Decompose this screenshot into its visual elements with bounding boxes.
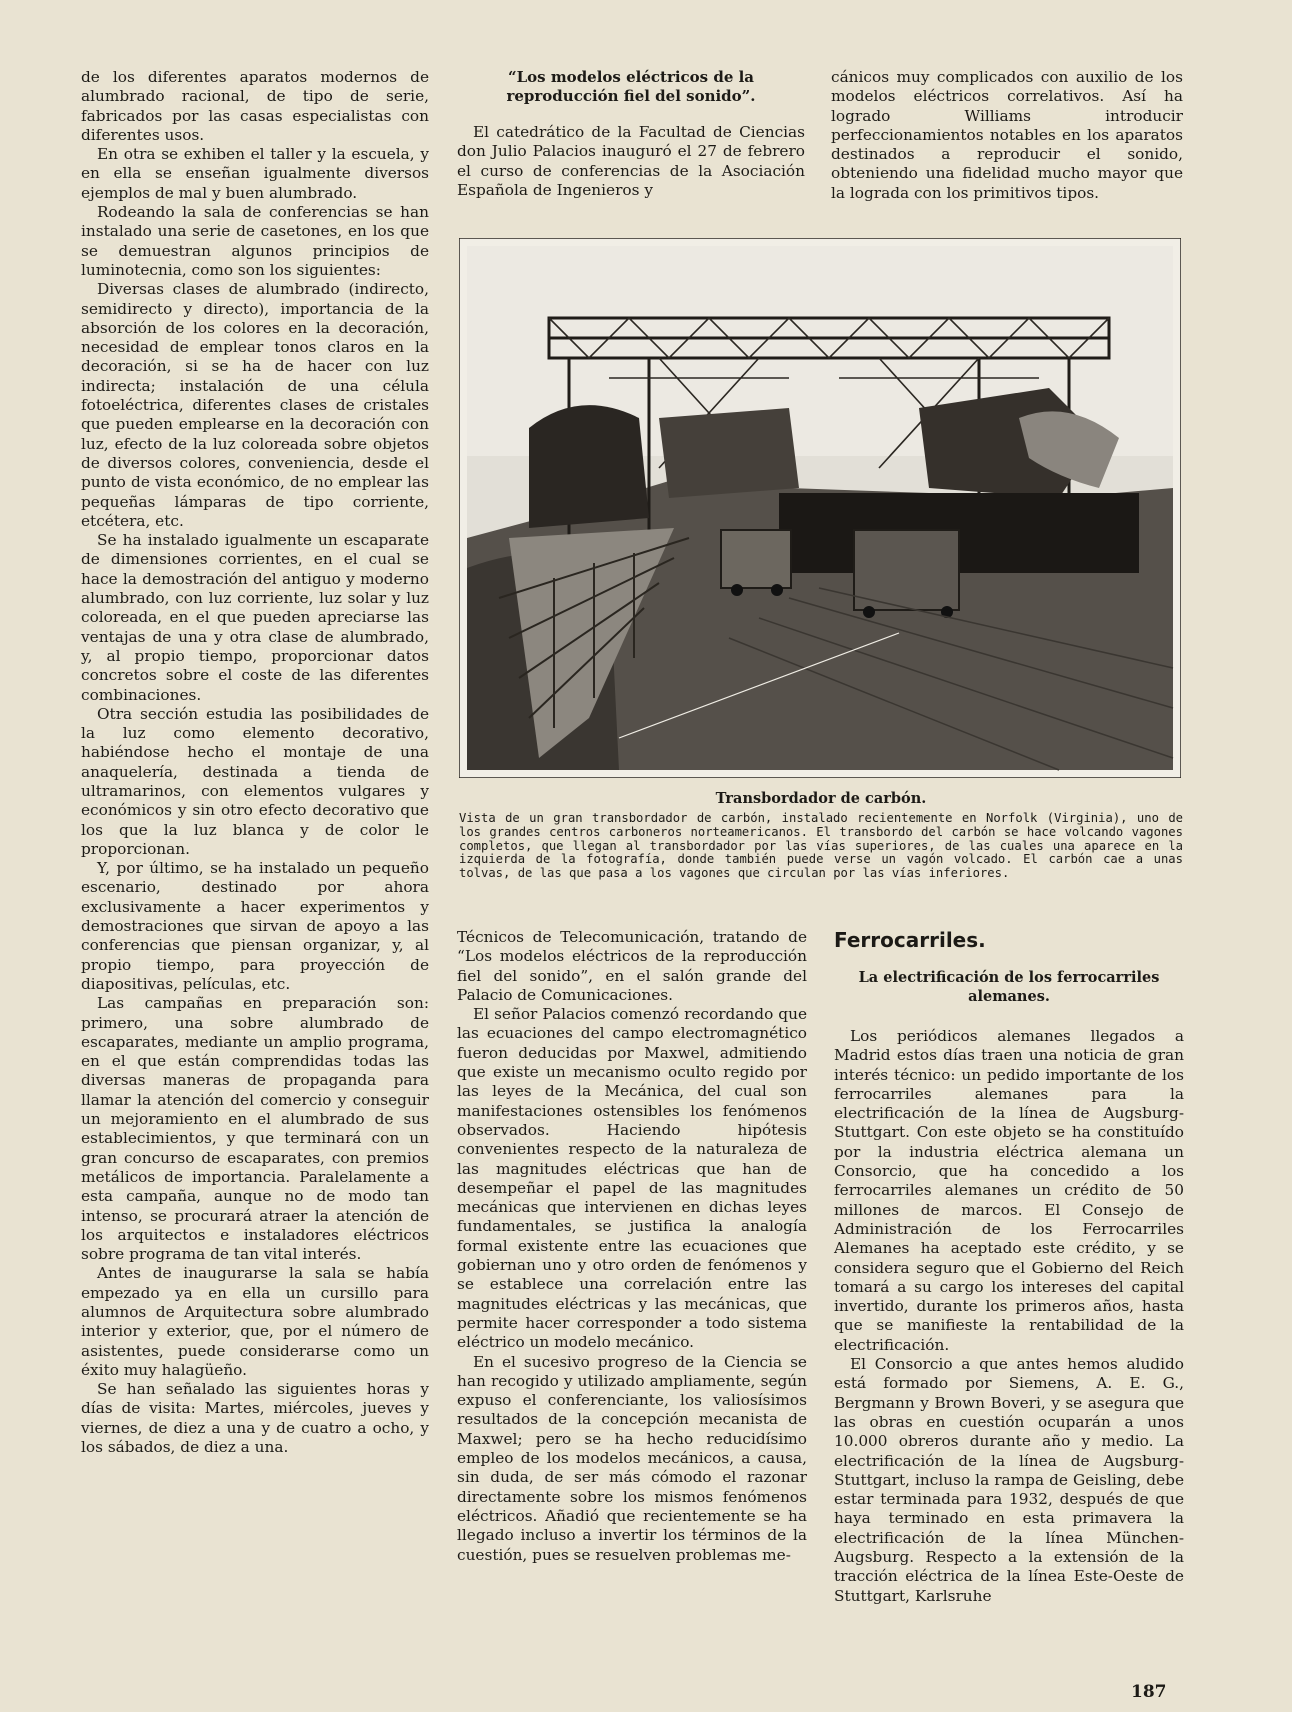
caption-body: Vista de un gran transbordador de carbón, instalado recientemente en Norfolk (Virginia), uno de los grandes centros carboneros norteamericanos. El transbordo del carbón se hace volcando vagones completos, que llegan al transbordador por las vías superiores, de las cuales una aparece en la izquierda de la fotografía, donde también puede verse un vagón volcado. El carbón cae a unas tolvas, de las que pasa a los vagones que circulan por las vías inferiores. bbox=[459, 811, 1183, 881]
paragraph: Técnicos de Telecomunicación, tratando de “Los modelos eléctricos de la reproducción fiel del sonido”, en el salón grande del Palacio de Comunicaciones. bbox=[457, 928, 807, 1004]
lecture-heading: “Los modelos eléctricos de la reproducción fiel del sonido”. bbox=[506, 68, 756, 105]
subsection-title: La electrificación de los ferrocarriles alemanes. bbox=[858, 969, 1160, 1005]
paragraph: Diversas clases de alumbrado (indirecto, semidirecto y directo), importancia de la absorción de los colores en la decoración, necesidad de emplear tonos claros en la decoración, si se ha de hacer con luz indirecta; instalación de una célula fotoeléctrica, diferentes clases de cristales que pueden emplearse en la decoración con luz, efecto de la luz coloreada sobre objetos de diversos colores, conveniencia, desde el punto de vista económico, de no emplear las pequeñas lámparas de tipo corriente, etcétera, etc. bbox=[81, 280, 429, 530]
photograph bbox=[459, 238, 1181, 778]
coal-transfer-photo bbox=[459, 238, 1181, 778]
right-column-top bbox=[831, 68, 1183, 203]
paragraph: Antes de inaugurarse la sala se había empezado ya en ella un cursillo para alumnos de Arquitectura sobre alumbrado interior y exterior, que, por el número de asistentes, puede considerarse como un éxito muy halagüeño. bbox=[81, 1264, 429, 1379]
paragraph: El catedrático de la Facultad de Ciencias don Julio Palacios inauguró el 27 de febrero el curso de conferencias de la Asociación Española de Ingenieros y bbox=[457, 123, 805, 199]
paragraph: En el sucesivo progreso de la Ciencia se han recogido y utilizado ampliamente, según expuso el conferenciante, los valiosísimos resultados de la concepción mecanista de Maxwel; pero se ha hecho reducidísimo empleo de los modelos mecánicos, a causa, sin duda, de ser más cómodo el razonar directamente sobre los mismos fenómenos eléctricos. Añadió que recientemente se ha llegado incluso a invertir los términos de la cuestión, pues se resuelven problemas me- bbox=[457, 1352, 807, 1564]
paragraph: Otra sección estudia las posibilidades de la luz como elemento decorativo, habiéndose hecho el montaje de una anaquelería, destinada a tienda de ultramarinos, con elementos vulgares y económicos y sin otro efecto decorativo que los que la luz blanca y de color le proporcionan. bbox=[81, 704, 429, 858]
paragraph: Rodeando la sala de conferencias se han instalado una serie de casetones, en los que se demuestran algunos principios de luminotecnia, como son los siguientes: bbox=[81, 203, 429, 279]
paragraph: El señor Palacios comenzó recordando que las ecuaciones del campo electromagnético fueron deducidas por Maxwel, admitiendo que existe un mecanismo oculto regido por las leyes de la Mecánica, del cual son manifestaciones ostensibles los fenómenos observados. Haciendo hipótesis convenientes respecto de la naturaleza de las magnitudes eléctricas que han de desempeñar el papel de las magnitudes mecánicas que intervienen en dichas leyes fundamentales, se justifica la analogía formal existente entre las ecuaciones que gobiernan uno y otro orden de fenómenos y se establece una correlación entre las magnitudes eléctricas y las mecánicas, que permite hacer corresponder a todo sistema eléctrico un modelo mecánico. bbox=[457, 1005, 807, 1352]
middle-column-bottom bbox=[457, 928, 807, 1565]
paragraph: El Consorcio a que antes hemos aludido está formado por Siemens, A. E. G., Bergmann y Brown Boveri, y se asegura que las obras en cuestión ocuparán a unos 10.000 obreros durante año y medio. La electrificación de la línea de Augsburg-Stuttgart, incluso la rampa de Geisling, debe estar terminada para 1932, después de que haya terminado en esta primavera la electrificación de la línea München-Augsburg. Respecto a la extensión de la tracción eléctrica de la línea Este-Oeste de Stuttgart, Karlsruhe bbox=[834, 1355, 1184, 1605]
right-column-bottom bbox=[834, 928, 1184, 1606]
paragraph: Los periódicos alemanes llegados a Madrid estos días traen una noticia de gran interés técnico: un pedido importante de los ferrocarriles alemanes para la electrificación de la línea de Augsburg-Stuttgart. Con este objeto se ha constituído por la industria eléctrica alemana un Consorcio, que ha concedido a los ferrocarriles alemanes un crédito de 50 millones de marcos. El Consejo de Administración de los Ferrocarriles Alemanes ha aceptado este crédito, y se considera seguro que el Gobierno del Reich tomará a su cargo los intereses del capital invertido, durante los primeros años, hasta que se manifieste la rentabilidad de la electrificación. bbox=[834, 1027, 1184, 1354]
caption-title: Transbordador de carbón. bbox=[715, 790, 927, 807]
middle-column-top bbox=[457, 68, 805, 200]
left-column bbox=[81, 68, 429, 1457]
section-title: Ferrocarriles. bbox=[834, 928, 986, 952]
paragraph: Se han señalado las siguientes horas y días de visita: Martes, miércoles, jueves y viernes, de diez a una y de cuatro a ocho, y los sábados, de diez a una. bbox=[81, 1380, 429, 1457]
figure-caption bbox=[459, 790, 1183, 881]
page-number: 187 bbox=[1131, 1682, 1167, 1702]
paragraph: En otra se exhiben el taller y la escuela, y en ella se enseñan igualmente diversos ejemplos de mal y buen alumbrado. bbox=[81, 145, 429, 202]
paragraph: Se ha instalado igualmente un escaparate de dimensiones corrientes, en el cual se hace la demostración del antiguo y moderno alumbrado, con luz corriente, luz solar y luz coloreada, en el que pueden apreciarse las ventajas de una y otra clase de alumbrado, y, al propio tiempo, proporcionar datos concretos sobre el coste de las diferentes combinaciones. bbox=[81, 531, 429, 704]
paragraph: Las campañas en preparación son: primero, una sobre alumbrado de escaparates, mediante un amplio programa, en el que están comprendidas todas las diversas maneras de propaganda para llamar la atención del comercio y conseguir un mejoramiento en el alumbrado de sus establecimientos, y que terminará con un gran concurso de escaparates, con premios metálicos de importancia. Paralelamente a esta campaña, aunque no de modo tan intenso, se procurará atraer la atención de los arquitectos e instaladores eléctricos sobre programa de tan vital interés. bbox=[81, 994, 429, 1264]
paragraph: de los diferentes aparatos modernos de alumbrado racional, de tipo de serie, fabricados por las casas especialistas con diferentes usos. bbox=[81, 68, 429, 144]
paragraph: Y, por último, se ha instalado un pequeño escenario, destinado por ahora exclusivamente a hacer experimentos y demostraciones que sirvan de apoyo a las conferencias que piensan organizar, y, al propio tiempo, para proyección de diapositivas, películas, etc. bbox=[81, 859, 429, 993]
paragraph: cánicos muy complicados con auxilio de los modelos eléctricos correlativos. Así ha logrado Williams introducir perfeccionamientos notables en los aparatos destinados a reproducir el sonido, obteniendo una fidelidad mucho mayor que la lograda con los primitivos tipos. bbox=[831, 68, 1183, 202]
